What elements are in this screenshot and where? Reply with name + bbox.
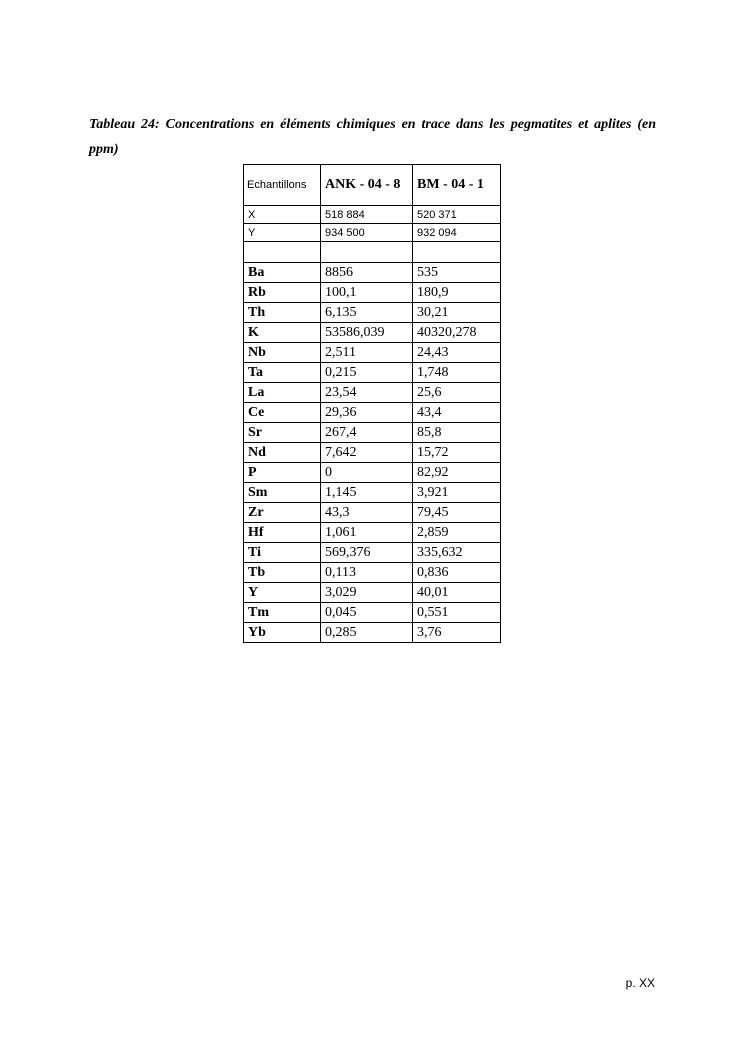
page-number: p. XX: [625, 976, 655, 990]
element-symbol: K: [244, 323, 321, 343]
element-symbol: Zr: [244, 503, 321, 523]
header-sample-1: ANK - 04 - 8: [321, 165, 413, 206]
element-symbol: P: [244, 463, 321, 483]
table-cell: 267,4: [321, 423, 413, 443]
row-label: X: [244, 206, 321, 224]
empty-cell: [413, 242, 501, 263]
table-cell: 3,76: [413, 623, 501, 643]
element-row-p: [244, 463, 501, 483]
element-symbol: Sr: [244, 423, 321, 443]
table-cell: 100,1: [321, 283, 413, 303]
element-symbol: La: [244, 383, 321, 403]
table-cell: 0,551: [413, 603, 501, 623]
table-cell: 7,642: [321, 443, 413, 463]
element-row-nd: [244, 443, 501, 463]
element-row-tm: [244, 603, 501, 623]
element-row-yb: [244, 623, 501, 643]
element-row-ta: [244, 363, 501, 383]
element-symbol: Sm: [244, 483, 321, 503]
table-cell: 43,3: [321, 503, 413, 523]
table-cell: 29,36: [321, 403, 413, 423]
trace-elements-table: [243, 164, 501, 643]
table-cell: 0: [321, 463, 413, 483]
table-cell: 0,045: [321, 603, 413, 623]
element-row-hf: [244, 523, 501, 543]
header-sample-2: BM - 04 - 1: [413, 165, 501, 206]
table-cell: 40320,278: [413, 323, 501, 343]
table-cell: 0,836: [413, 563, 501, 583]
element-symbol: Rb: [244, 283, 321, 303]
table-cell: 79,45: [413, 503, 501, 523]
element-symbol: Yb: [244, 623, 321, 643]
element-row-zr: [244, 503, 501, 523]
table-cell: 8856: [321, 263, 413, 283]
element-row-y: [244, 583, 501, 603]
table-header-row: [244, 165, 501, 206]
table-cell: 6,135: [321, 303, 413, 323]
element-symbol: Ce: [244, 403, 321, 423]
table-cell: 2,511: [321, 343, 413, 363]
table-cell: 535: [413, 263, 501, 283]
element-symbol: Ta: [244, 363, 321, 383]
blank-separator-row: [244, 242, 501, 263]
element-symbol: Ba: [244, 263, 321, 283]
coordinate-row-x: [244, 206, 501, 224]
table-cell: 30,21: [413, 303, 501, 323]
table-cell: 15,72: [413, 443, 501, 463]
table-cell: 0,215: [321, 363, 413, 383]
header-label-cell: Echantillons: [244, 165, 321, 206]
table-cell: 43,4: [413, 403, 501, 423]
table-cell: 53586,039: [321, 323, 413, 343]
table-cell: 24,43: [413, 343, 501, 363]
table-cell: 932 094: [413, 224, 501, 242]
table-cell: 1,145: [321, 483, 413, 503]
table-cell: 85,8: [413, 423, 501, 443]
row-label: Y: [244, 224, 321, 242]
table-caption: Tableau 24: Concentrations en éléments chimiques en trace dans les pegmatites et aplites (en ppm): [89, 117, 656, 157]
table-cell: 520 371: [413, 206, 501, 224]
empty-cell: [244, 242, 321, 263]
element-row-la: [244, 383, 501, 403]
element-symbol: Tb: [244, 563, 321, 583]
table-cell: 0,113: [321, 563, 413, 583]
table-cell: 82,92: [413, 463, 501, 483]
element-row-k: [244, 323, 501, 343]
table-cell: 180,9: [413, 283, 501, 303]
table-cell: 23,54: [321, 383, 413, 403]
element-row-nb: [244, 343, 501, 363]
table-cell: 3,921: [413, 483, 501, 503]
table-cell: 3,029: [321, 583, 413, 603]
table-cell: 0,285: [321, 623, 413, 643]
table-cell: 518 884: [321, 206, 413, 224]
element-row-sr: [244, 423, 501, 443]
element-symbol: Nb: [244, 343, 321, 363]
element-row-ti: [244, 543, 501, 563]
element-row-sm: [244, 483, 501, 503]
element-row-ce: [244, 403, 501, 423]
empty-cell: [321, 242, 413, 263]
table-cell: 934 500: [321, 224, 413, 242]
table-cell: 335,632: [413, 543, 501, 563]
table-cell: 25,6: [413, 383, 501, 403]
table-cell: 569,376: [321, 543, 413, 563]
element-symbol: Tm: [244, 603, 321, 623]
element-row-ba: [244, 263, 501, 283]
element-symbol: Nd: [244, 443, 321, 463]
element-symbol: Th: [244, 303, 321, 323]
coordinate-row-y: [244, 224, 501, 242]
table-cell: 1,061: [321, 523, 413, 543]
element-symbol: Hf: [244, 523, 321, 543]
element-symbol: Y: [244, 583, 321, 603]
table-cell: 40,01: [413, 583, 501, 603]
element-row-rb: [244, 283, 501, 303]
element-symbol: Ti: [244, 543, 321, 563]
table-cell: 2,859: [413, 523, 501, 543]
element-row-th: [244, 303, 501, 323]
element-row-tb: [244, 563, 501, 583]
table-cell: 1,748: [413, 363, 501, 383]
